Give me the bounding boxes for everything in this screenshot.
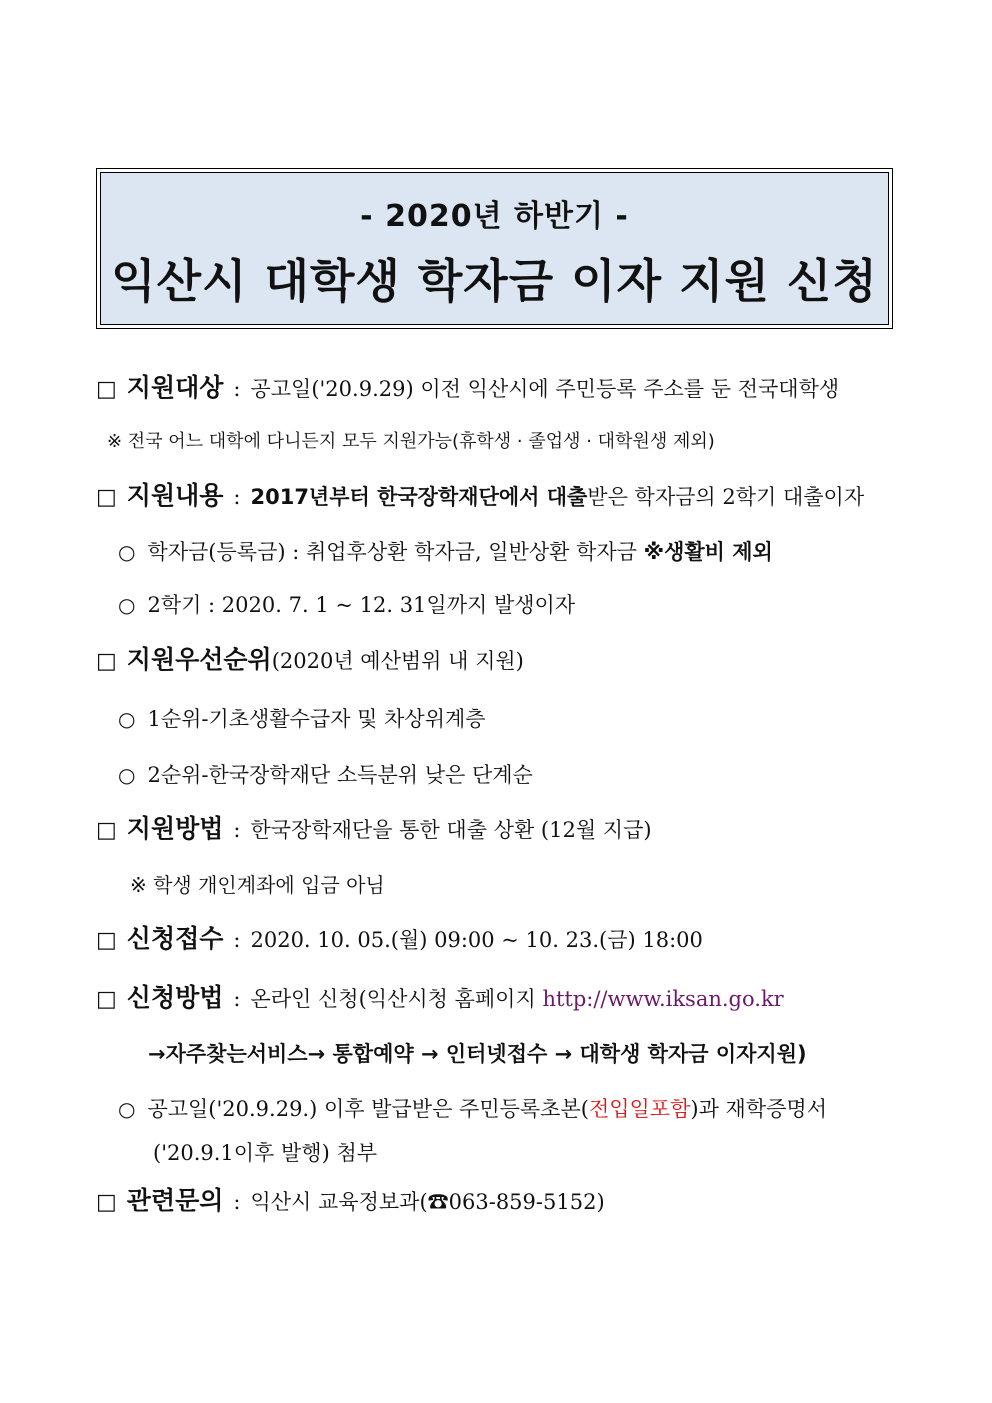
section-label: 지원대상 [126, 373, 224, 402]
section-label: 관련문의 [126, 1186, 224, 1215]
section-text: 2020. 10. 05.(월) 09:00 ~ 10. 23.(금) 18:00 [250, 928, 703, 952]
apply-sub [118, 1093, 827, 1125]
section-label: 지원내용 [126, 481, 224, 510]
priority-sub1 [118, 703, 486, 735]
section-text: 받은 학자금의 2학기 대출이자 [587, 485, 865, 509]
section-label: 지원우선순위 [126, 645, 272, 674]
separator: : [233, 928, 241, 952]
checkbox-icon: □ [96, 377, 117, 402]
section-target [96, 372, 839, 406]
sub-text: )과 재학증명서 [690, 1097, 827, 1121]
separator: : [233, 377, 241, 401]
checkbox-icon: □ [96, 649, 117, 674]
section-apply [96, 982, 784, 1016]
sub-text: 공고일('20.9.29.) 이후 발급받은 주민등록초본( [147, 1097, 589, 1121]
section-text: 공고일('20.9.29) 이전 익산시에 주민등록 주소를 둔 전국대학생 [250, 377, 840, 401]
section-priority [96, 644, 524, 678]
circle-bullet-icon: ○ [118, 763, 136, 787]
circle-bullet-icon: ○ [118, 593, 136, 617]
note-target: ※ 전국 어느 대학에 다니든지 모두 지원가능(휴학생 · 졸업생 · 대학원생 제외) [107, 431, 715, 452]
section-method [96, 813, 652, 847]
separator: : [233, 987, 241, 1011]
checkbox-icon: □ [96, 1190, 117, 1215]
section-content [96, 480, 864, 514]
priority-sub2 [118, 759, 533, 791]
section-text: 온라인 신청(익산시청 홈페이지 [250, 987, 536, 1011]
separator: : [233, 818, 241, 842]
title-box [96, 168, 893, 329]
section-period [96, 923, 703, 957]
section-label: 신청접수 [126, 924, 224, 953]
checkbox-icon: □ [96, 987, 117, 1012]
section-label: 지원방법 [126, 814, 224, 843]
apply-path: →자주찾는서비스→ 통합예약 → 인터넷접수 → 대학생 학자금 이자지원) [148, 1042, 807, 1066]
section-text: 익산시 교육정보과(☎063-859-5152) [250, 1190, 605, 1214]
checkbox-icon: □ [96, 928, 117, 953]
circle-bullet-icon: ○ [118, 1097, 136, 1121]
sub-text-bold: ※생활비 제외 [643, 540, 773, 564]
separator: : [233, 1190, 241, 1214]
section-text: (2020년 예산범위 내 지원) [271, 649, 524, 673]
content-sub2 [118, 589, 575, 621]
section-label: 신청방법 [126, 983, 224, 1012]
section-text-bold: 2017년부터 한국장학재단에서 대출 [250, 485, 588, 509]
homepage-link[interactable]: http://www.iksan.go.kr [542, 987, 784, 1011]
checkbox-icon: □ [96, 485, 117, 510]
apply-sub-cont: ('20.9.1이후 발행) 첨부 [153, 1141, 378, 1165]
sub-text: 2순위-한국장학재단 소득분위 낮은 단계순 [147, 763, 533, 787]
section-text: 한국장학재단을 통한 대출 상환 (12월 지급) [250, 818, 652, 842]
content-sub1 [118, 536, 773, 568]
note-method: ※ 학생 개인계좌에 입금 아님 [130, 873, 385, 897]
checkbox-icon: □ [96, 818, 117, 843]
title-subtitle: - 2020년 하반기 - [360, 199, 629, 234]
title-panel [100, 172, 889, 325]
sub-text: 1순위-기초생활수급자 및 차상위계층 [147, 707, 486, 731]
separator: : [233, 485, 241, 509]
section-contact [96, 1185, 605, 1219]
sub-text-highlight: 전입일포함 [588, 1097, 691, 1121]
sub-text: 학자금(등록금) : 취업후상환 학자금, 일반상환 학자금 [147, 540, 637, 564]
sub-text: 2학기 : 2020. 7. 1 ~ 12. 31일까지 발생이자 [147, 593, 576, 617]
page-title: 익산시 대학생 학자금 이자 지원 신청 [111, 254, 878, 308]
circle-bullet-icon: ○ [118, 707, 136, 731]
circle-bullet-icon: ○ [118, 540, 136, 564]
